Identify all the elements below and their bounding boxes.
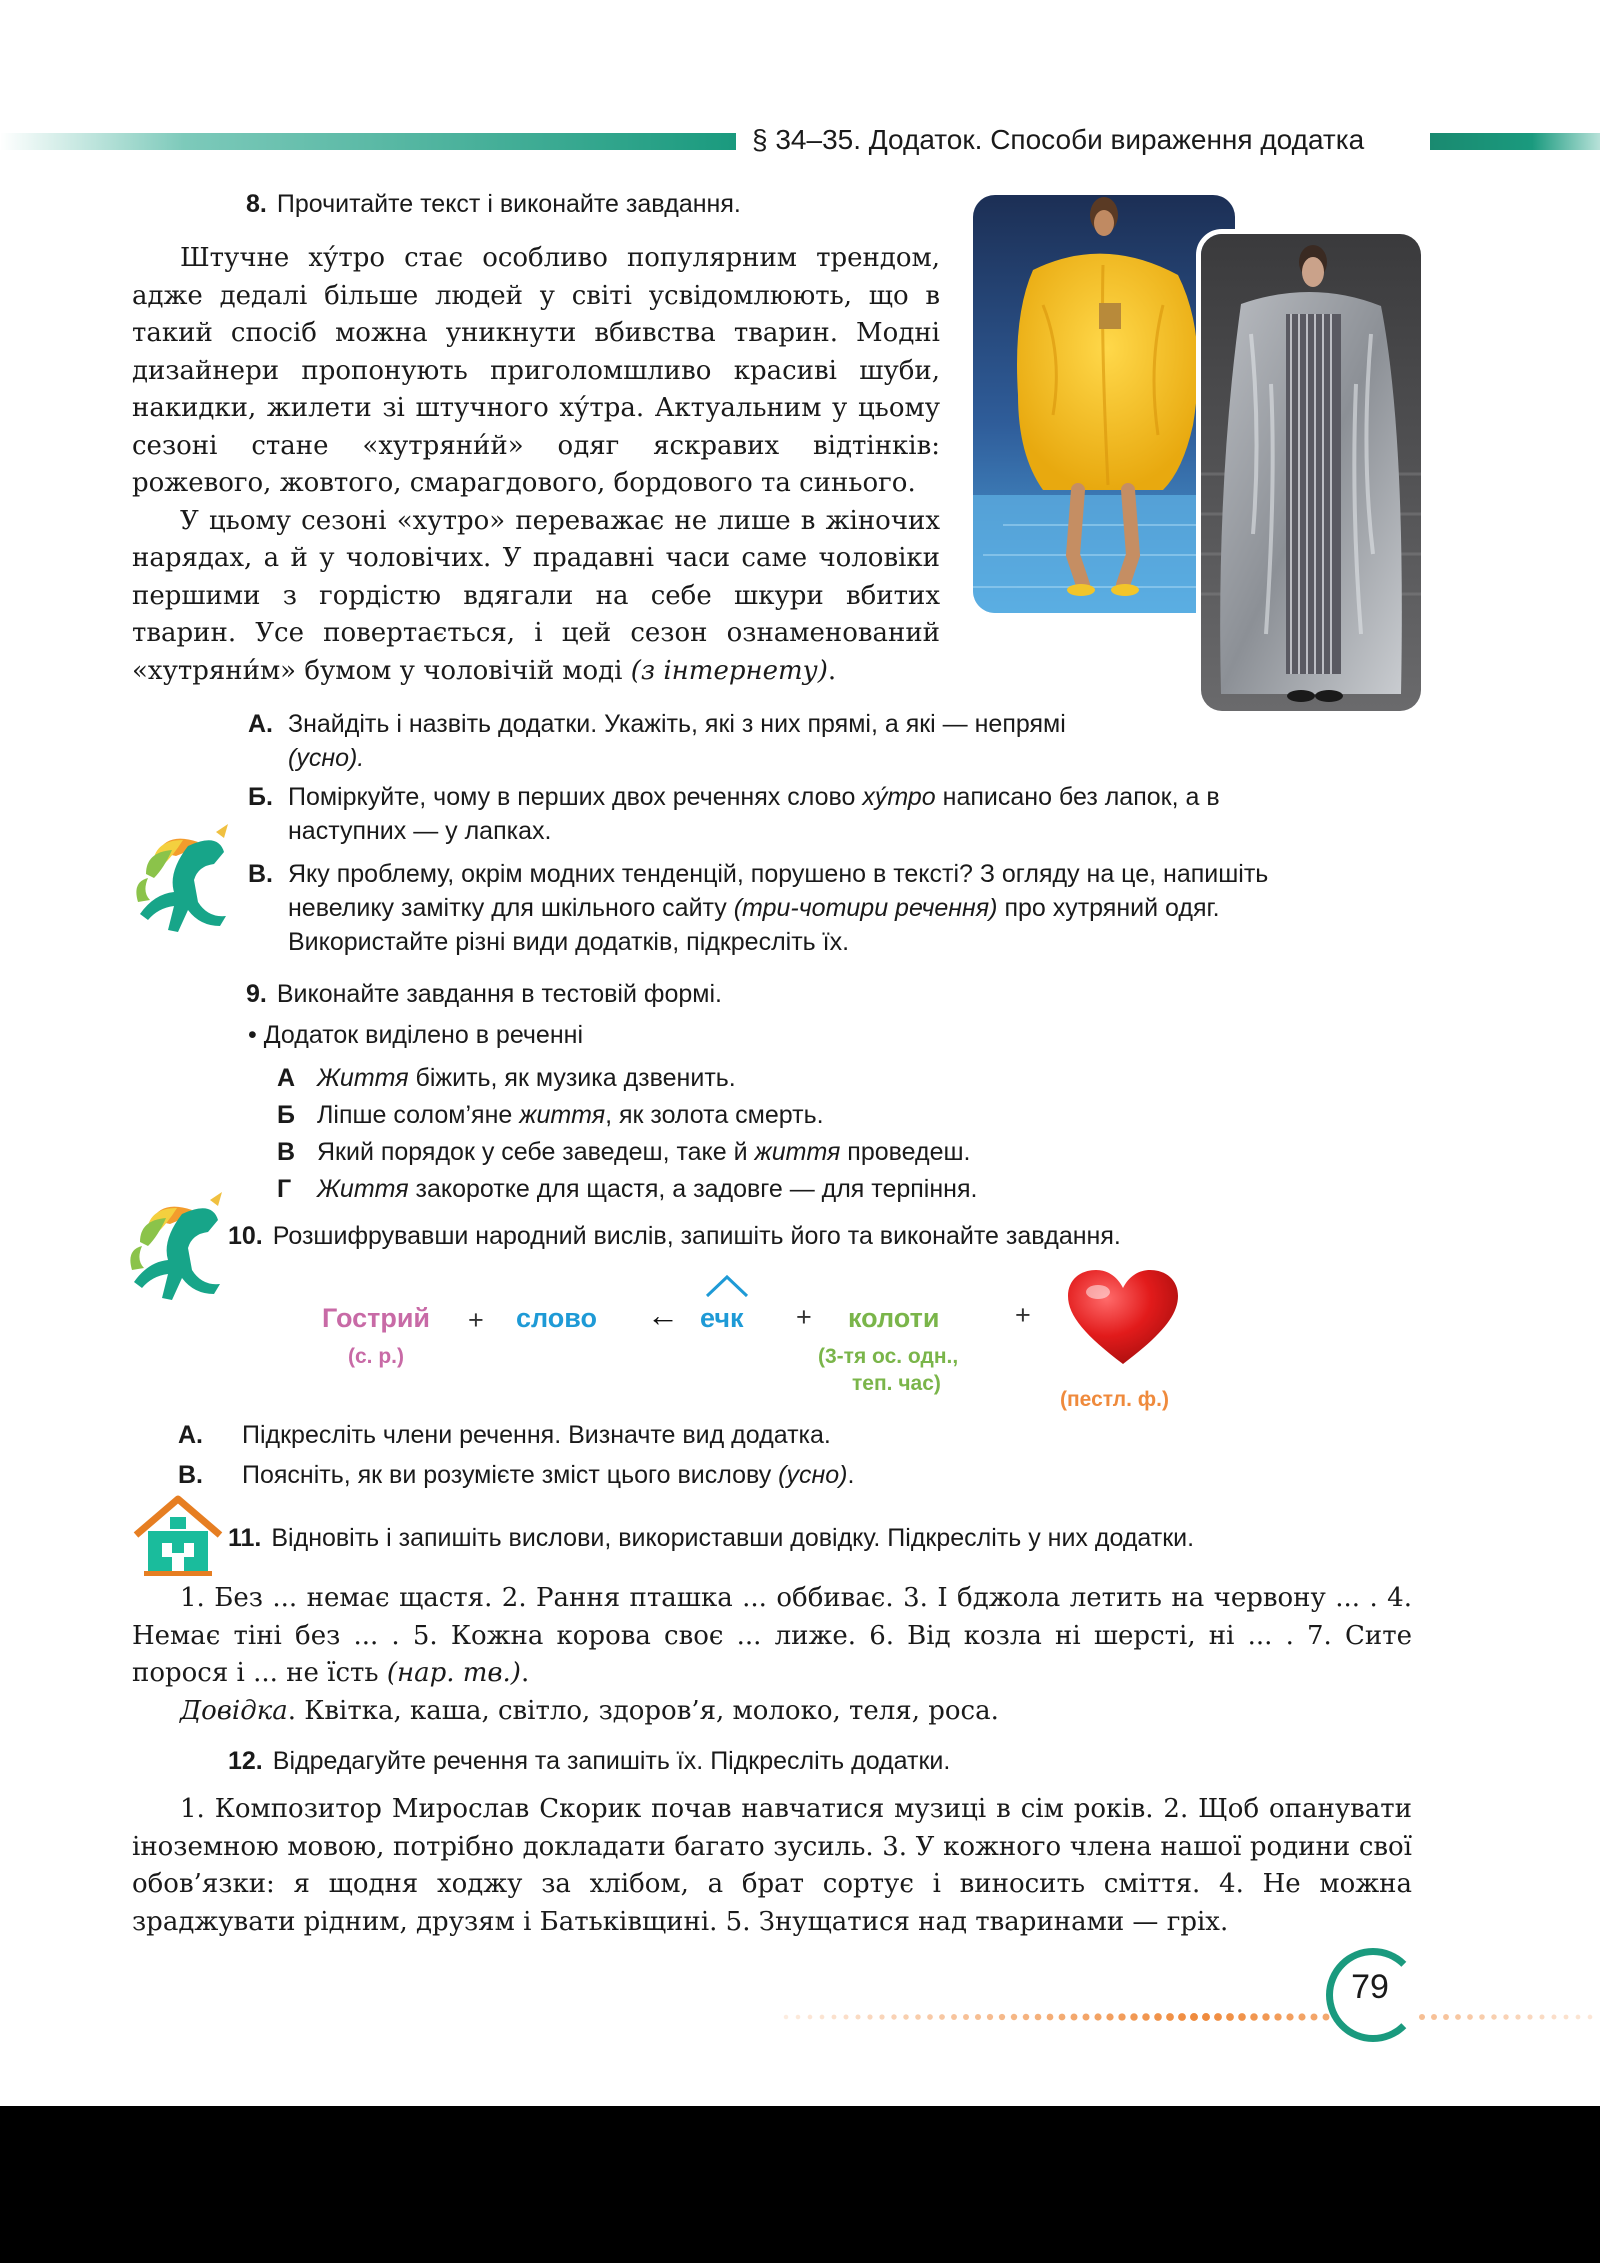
footer-dot [975, 2014, 981, 2020]
footer-dot [1274, 2013, 1281, 2020]
page-number: 79 [1351, 1968, 1389, 2006]
footer-dot [1118, 2013, 1125, 2020]
footer-dot [891, 2014, 896, 2019]
footer-dot [1310, 2013, 1317, 2020]
footer-dot [1539, 2014, 1544, 2019]
footer-dot [1035, 2014, 1042, 2021]
footer-dot [1250, 2013, 1258, 2021]
footer-dot [1011, 2014, 1017, 2020]
footer-dot [1443, 2014, 1449, 2020]
footer-dot [1298, 2013, 1305, 2020]
footer-dot [1515, 2014, 1520, 2019]
footer-dot [1059, 2014, 1066, 2021]
task-10-subtask-b: В. Поясніть, як ви розумієте зміст цього вислову (усно). [178, 1461, 855, 1489]
home-icon [132, 1495, 224, 1577]
rebus-note-gender: (с. р.) [348, 1345, 404, 1368]
rebus-plus: + [796, 1302, 812, 1332]
footer-dot [951, 2014, 957, 2020]
footer-dots [780, 1998, 1600, 2038]
task-9-option-b: Б Ліпше солом’яне життя, як золота смерть. [277, 1101, 824, 1129]
footer-dot [1238, 2013, 1246, 2021]
task-10-heading: 10. Розшифрувавши народний вислів, запишіть його та виконайте завдання. [228, 1222, 1121, 1250]
header-bar-left [0, 133, 736, 150]
rebus-plus: + [468, 1305, 484, 1335]
footer-dot [832, 2015, 837, 2020]
task-8-subtask-c: В. Яку проблему, окрім модних тенденцій, порушено в тексті? З огляду на це, напишіть невелику замітку для шкільного сайту (три-чотири речення) про хутряний одяг. Використайте різні види додатків, підкресліть їх. [248, 860, 1269, 956]
grey-fur-coat-image [1201, 234, 1421, 711]
footer-dot [1323, 2014, 1330, 2021]
footer-dot [879, 2014, 884, 2019]
footer-dot [963, 2014, 969, 2020]
page-header-title: § 34–35. Додаток. Способи вираження додатка [752, 124, 1365, 155]
footer-dot [867, 2014, 872, 2019]
footer-dot [1130, 2013, 1137, 2020]
footer-dot [927, 2014, 933, 2020]
footer-dot [1262, 2013, 1269, 2020]
unicorn-icon [122, 1190, 234, 1312]
rebus-word-echk: ечк [700, 1303, 744, 1333]
task-12-heading: 12. Відредагуйте речення та запишіть їх. Підкресліть додатки. [228, 1747, 951, 1775]
grey-fur-coat-photo [1196, 229, 1426, 716]
task-11-heading: 11. Відновіть і запишіть вислови, використавши довідку. Підкресліть у них додатки. [228, 1524, 1195, 1552]
footer-dot [1154, 2013, 1162, 2021]
task-9-question: • Додаток виділено в реченні [248, 1021, 583, 1049]
footer-dot [820, 2015, 825, 2020]
footer-dot [1527, 2014, 1532, 2019]
task-8-paragraph-2: У цьому сезоні «хутро» переважає не лише в жіночих нарядах, а й у чоловічих. У прадавні часи саме чоловіки першими з гордістю вдягали на себе шкури вбитих тварин. Усе повертається, і цей сезон ознаменований «хутряни́м» бумом у чоловічій моді (з інтернету). [132, 505, 940, 686]
header-bar-right [1430, 133, 1600, 150]
task-12-text [132, 1791, 1412, 1941]
task-8-heading: 8. Прочитайте текст і виконайте завдання. [246, 190, 741, 218]
task-8-text [132, 240, 940, 690]
task-11-hint: Довідка. Квітка, каша, світло, здоров’я, молоко, теля, роса. [180, 1695, 999, 1726]
footer-dot [1023, 2014, 1030, 2021]
footer-dot [1082, 2013, 1089, 2020]
task-10-subtask-a: А. Підкресліть члени речення. Визначте вид додатка. [178, 1421, 831, 1449]
rebus-note-tense: теп. час) [852, 1372, 941, 1395]
footer-dot [915, 2014, 921, 2020]
footer-dot [1431, 2014, 1437, 2020]
footer-dot [1047, 2014, 1054, 2021]
rebus-note-person: (3-тя ос. одн., [818, 1345, 959, 1368]
footer-dot [784, 2015, 788, 2019]
footer-dot [1094, 2013, 1101, 2020]
footer-dot [1467, 2014, 1473, 2020]
task-9-option-d: Г Життя закоротке для щастя, а задовге — для терпіння. [277, 1175, 978, 1203]
rebus-caret-icon [704, 1273, 750, 1299]
footer-dot [796, 2015, 801, 2020]
task-8-paragraph-1: Штучне ху́тро стає особливо популярним трендом, адже дедалі більше людей у світі усвідомлюють, що в такий спосіб можна уникнути вбивства тварин. Модні дизайнери пропонують приголомшливо красиві шуби, накидки, жилети зі штучного ху́тра. Актуальним у цьому сезоні стане «хутряни́й» одяг яскравих відтінків: рожевого, жовтого, смарагдового, бордового та синього. [132, 243, 940, 498]
rebus-word-sharp: Гострий [322, 1303, 431, 1333]
footer-dot [1588, 2015, 1593, 2020]
task-11-text [132, 1580, 1412, 1730]
footer-dot [1286, 2013, 1293, 2020]
footer-dot [1226, 2013, 1234, 2021]
footer-dot [1142, 2013, 1150, 2021]
footer-dot [1071, 2014, 1078, 2021]
footer-dot [1214, 2013, 1222, 2021]
footer-dot [1576, 2015, 1581, 2020]
footer-dot [1455, 2014, 1461, 2020]
footer-dot [939, 2014, 945, 2020]
task-8-subtask-b: Б. Поміркуйте, чому в перших двох реченнях слово ху́тро написано без лапок, а в наступних — у лапках. [248, 783, 1220, 845]
footer-dot [1552, 2015, 1557, 2020]
footer-dot [999, 2014, 1005, 2020]
footer-dot [1178, 2013, 1186, 2021]
task-11-sentences: 1. Без ... немає щастя. 2. Рання пташка ... оббиває. 3. І бджола летить на червону ... . 4. Немає тіні без ... . 5. Кожна корова своє ... лиже. 6. Від козла ні шерсті, ні ... . 7. Сите порося і ... не їсть (нар. тв.). [132, 1583, 1412, 1688]
footer-dot [1491, 2014, 1496, 2019]
task-9-option-a: А Життя біжить, як музика дзвенить. [277, 1064, 736, 1092]
footer-dot [1564, 2015, 1569, 2020]
footer-dot [855, 2014, 860, 2019]
heart-icon [1066, 1268, 1180, 1368]
task-9-option-c: В Який порядок у себе заведеш, таке й життя проведеш. [277, 1138, 971, 1166]
task-9-heading: 9. Виконайте завдання в тестовій формі. [246, 980, 722, 1008]
task-8-subtask-a: А. Знайдіть і назвіть додатки. Укажіть, які з них прямі, а які — непрямі (усно). [248, 710, 1066, 772]
footer-dot [1166, 2013, 1174, 2021]
rebus-note-diminutive: (пестл. ф.) [1060, 1388, 1169, 1411]
unicorn-icon [128, 822, 240, 944]
footer-dot [1419, 2014, 1425, 2020]
rebus-word-koloty: колоти [848, 1303, 940, 1333]
footer-dot [1479, 2014, 1485, 2020]
footer-dot [844, 2015, 849, 2020]
rebus-plus: + [1015, 1300, 1031, 1330]
footer-dot [1106, 2013, 1113, 2020]
task-12-sentences: 1. Композитор Мирослав Скорик почав навчатися музиці в сім років. 2. Щоб опанувати іноземною мовою, потрібно докладати багато зусиль. 3. У кожного члена нашої родини свої обов’язки: я щодня ходжу за хлібом, а брат сортує і виносить сміття. 4. Не можна зраджувати рідним, друзям і Батьківщині. 5. Знущатися над тваринами — гріх. [132, 1794, 1412, 1937]
rebus-word-slovo: слово [516, 1303, 598, 1333]
footer-dot [1503, 2014, 1508, 2019]
footer-dot [1202, 2013, 1210, 2021]
footer-dot [987, 2014, 993, 2020]
footer-dot [903, 2014, 908, 2019]
footer-dot [1190, 2013, 1198, 2021]
rebus-arrow-icon: ← [647, 1297, 679, 1333]
footer-dot [808, 2015, 813, 2020]
